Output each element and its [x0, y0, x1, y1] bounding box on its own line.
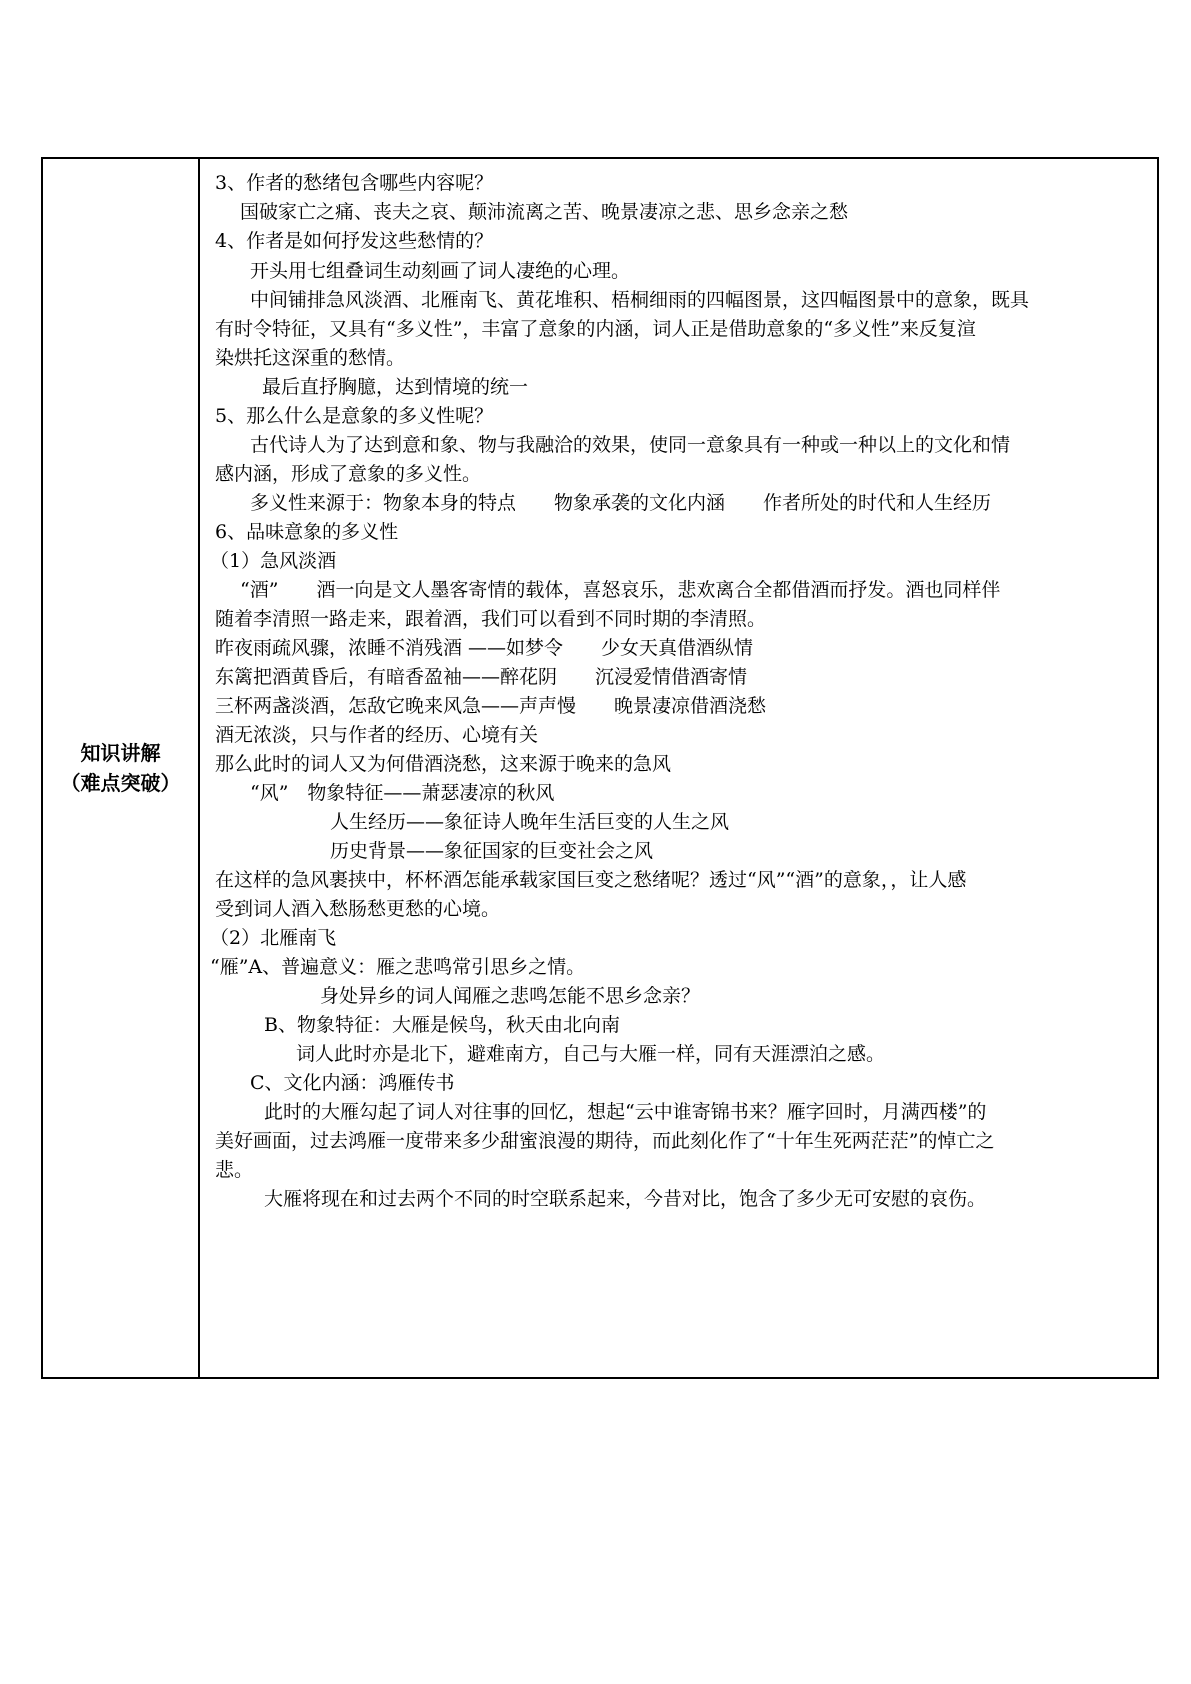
- text-line: 历史背景——象征国家的巨变社会之风: [330, 840, 654, 862]
- text-line: “酒” 酒一向是文人墨客寄情的载体，喜怒哀乐，悲欢离合全都借酒而抒发。酒也同样伴: [240, 579, 1001, 601]
- text-line: 开头用七组叠词生动刻画了词人凄绝的心理。: [250, 260, 631, 282]
- text-line: 中间铺排急风淡酒、北雁南飞、黄花堆积、梧桐细雨的四幅图景，这四幅图景中的意象，既具: [250, 289, 1030, 311]
- text-line: 昨夜雨疏风骤，浓睡不消残酒 ——如梦令 少女天真借酒纵情: [215, 637, 754, 659]
- text-line: 东篱把酒黄昏后，有暗香盈袖——醉花阴 沉浸爱情借酒寄情: [215, 666, 748, 688]
- text-line: C、文化内涵：鸿雁传书: [250, 1072, 455, 1094]
- text-line: （1）急风淡酒: [210, 550, 337, 572]
- row-label-cell: [43, 159, 198, 1377]
- text-line: 在这样的急风裹挟中，杯杯酒怎能承载家国巨变之愁绪呢？透过“风”“酒”的意象，，让人感: [215, 869, 967, 891]
- text-line: 大雁将现在和过去两个不同的时空联系起来，今昔对比，饱含了多少无可安慰的哀伤。: [264, 1188, 987, 1210]
- text-line: 人生经历——象征诗人晚年生活巨变的人生之风: [330, 811, 730, 833]
- text-line: B、物象特征：大雁是候鸟，秋天由北向南: [264, 1014, 620, 1036]
- text-line: 3、作者的愁绪包含哪些内容呢？: [215, 172, 494, 194]
- text-line: 多义性来源于：物象本身的特点 物象承袭的文化内涵 作者所处的时代和人生经历: [250, 492, 992, 514]
- text-line: 有时令特征，又具有“多义性”，丰富了意象的内涵，词人正是借助意象的“多义性”来反复渲: [215, 318, 976, 340]
- text-line: 5、那么什么是意象的多义性呢？: [215, 405, 494, 427]
- text-line: 随着李清照一路走来，跟着酒，我们可以看到不同时期的李清照。: [215, 608, 767, 630]
- text-line: “雁”A、普遍意义：雁之悲鸣常引思乡之情。: [210, 956, 586, 978]
- text-line: 酒无浓淡，只与作者的经历、心境有关: [215, 724, 539, 746]
- lesson-table: [41, 157, 1159, 1379]
- row-label-subtitle: （难点突破）: [60, 771, 181, 795]
- text-line: 染烘托这深重的愁情。: [215, 347, 406, 369]
- text-line: 最后直抒胸臆，达到情境的统一: [262, 376, 529, 398]
- text-line: 此时的大雁勾起了词人对往事的回忆，想起“云中谁寄锦书来？雁字回时，月满西楼”的: [264, 1101, 987, 1123]
- text-line: 古代诗人为了达到意和象、物与我融洽的效果，使同一意象具有一种或一种以上的文化和情: [250, 434, 1011, 456]
- text-line: 感内涵，形成了意象的多义性。: [215, 463, 482, 485]
- column-divider: [198, 159, 200, 1377]
- text-line: “风” 物象特征——萧瑟凄凉的秋风: [250, 782, 555, 804]
- row-label-title: 知识讲解: [80, 741, 161, 765]
- text-line: 三杯两盏淡酒，怎敌它晚来风急——声声慢 晚景凄凉借酒浇愁: [215, 695, 767, 717]
- text-line: 4、作者是如何抒发这些愁情的？: [215, 230, 494, 252]
- text-line: 6、品味意象的多义性: [215, 521, 399, 543]
- text-line: 受到词人酒入愁肠愁更愁的心境。: [215, 898, 501, 920]
- text-line: 悲。: [215, 1159, 254, 1181]
- text-line: 身处异乡的词人闻雁之悲鸣怎能不思乡念亲？: [320, 985, 701, 1007]
- text-line: 那么此时的词人又为何借酒浇愁，这来源于晚来的急风: [215, 753, 672, 775]
- text-line: 词人此时亦是北下，避难南方，自己与大雁一样，同有天涯漂泊之感。: [296, 1043, 886, 1065]
- text-line: （2）北雁南飞: [210, 927, 337, 949]
- text-line: 国破家亡之痛、丧夫之哀、颠沛流离之苦、晚景凄凉之悲、思乡念亲之愁: [240, 201, 849, 223]
- text-line: 美好画面，过去鸿雁一度带来多少甜蜜浪漫的期待，而此刻化作了“十年生死两茫茫”的悼亡之: [215, 1130, 995, 1152]
